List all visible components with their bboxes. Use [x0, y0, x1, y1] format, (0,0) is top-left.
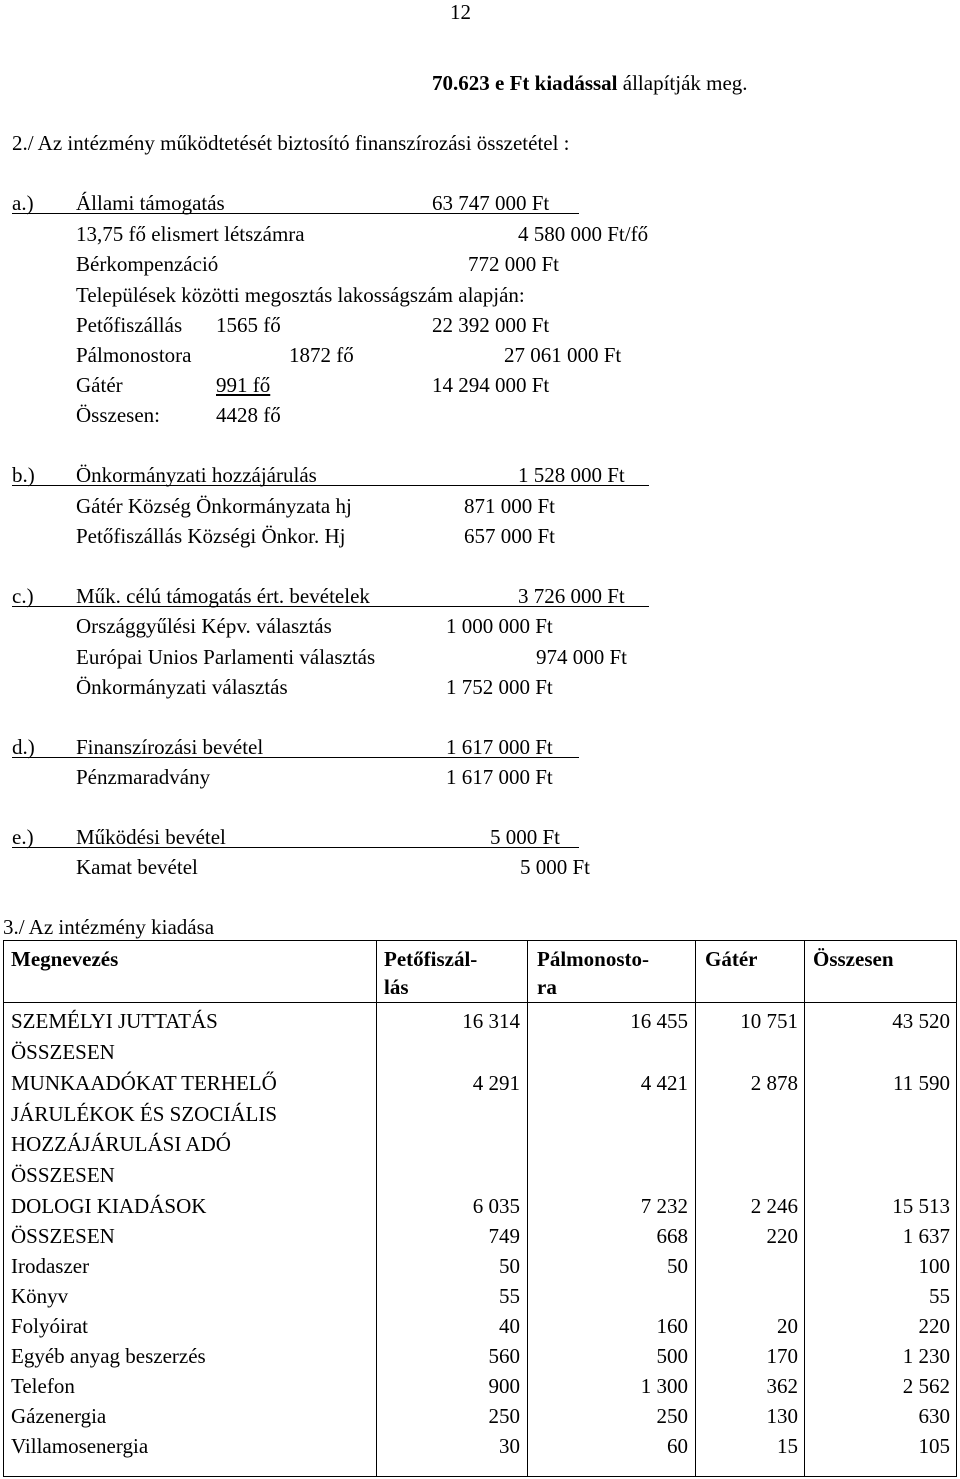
row-label: Telefon [11, 1374, 75, 1398]
a-row-amount: 27 061 000 Ft [504, 343, 622, 367]
table-col-divider [376, 940, 377, 1476]
row-value: 220 [918, 1314, 950, 1338]
section-b-underline [12, 485, 649, 486]
row-label: HOZZÁJÁRULÁSI ADÓ [11, 1132, 231, 1156]
row-value: 55 [929, 1284, 950, 1308]
table-col-divider [527, 940, 528, 1476]
table-right-border [956, 940, 957, 1476]
row-value: 630 [918, 1404, 950, 1428]
table-col-divider [804, 940, 805, 1476]
total-expense-line [432, 71, 748, 95]
row-label: SZEMÉLYI JUTTATÁS [11, 1009, 218, 1033]
row-label: ÖSSZESEN [11, 1162, 115, 1187]
row-value: 105 [918, 1434, 950, 1458]
a-row-label: Gátér [76, 373, 123, 397]
row-value: 50 [667, 1254, 688, 1278]
row-label: Villamosenergia [11, 1434, 149, 1458]
a-row-amount: 4 580 000 Ft/fő [518, 222, 649, 246]
row-value: 160 [656, 1314, 688, 1338]
c-row-label: Európai Unios Parlamenti választás [76, 645, 376, 669]
row-label: JÁRULÉKOK ÉS SZOCIÁLIS [11, 1101, 278, 1126]
row-value: 362 [766, 1374, 798, 1398]
section-b-marker: b.) [12, 463, 35, 487]
e-row-label: Kamat bevétel [76, 855, 198, 879]
row-value: 40 [499, 1314, 520, 1338]
row-value: 16 314 [462, 1009, 520, 1033]
header-palmonostora-line2: ra [537, 975, 557, 999]
a-row-label: Bérkompenzáció [76, 252, 219, 276]
a-row-amount: 14 294 000 Ft [432, 373, 550, 397]
row-value: 250 [488, 1404, 520, 1428]
c-row-amount: 1 752 000 Ft [446, 675, 553, 699]
c-row-label: Országgyűlési Képv. választás [76, 614, 332, 638]
row-value: 15 [777, 1434, 798, 1458]
total-expense-bold: 70.623 e Ft kiadással [432, 71, 618, 95]
section-b-amount: 1 528 000 Ft [518, 463, 625, 487]
a-row-count: 991 fő [216, 373, 271, 397]
row-value: 10 751 [740, 1009, 798, 1033]
section-a-marker: a.) [12, 191, 34, 215]
row-label: Folyóirat [11, 1314, 88, 1338]
header-palmonostora-line1: Pálmonosto- [537, 947, 649, 971]
row-value: 2 562 [902, 1374, 950, 1398]
section-a-amount: 63 747 000 Ft [432, 191, 550, 215]
row-value: 2 878 [750, 1071, 798, 1095]
row-label: MUNKAADÓKAT TERHELŐ [11, 1071, 277, 1095]
row-value: 560 [488, 1344, 520, 1368]
row-value: 220 [766, 1224, 798, 1248]
row-value: 668 [656, 1224, 688, 1248]
row-value: 11 590 [893, 1071, 950, 1095]
a-row-count: 4428 fő [216, 403, 281, 427]
row-value: 30 [499, 1434, 520, 1458]
section-d-title: Finanszírozási bevétel [76, 735, 264, 759]
b-row-label: Petőfiszállás Községi Önkor. Hj [76, 524, 346, 548]
row-value: 2 246 [750, 1194, 798, 1218]
table-top-border [3, 940, 957, 941]
c-row-amount: 1 000 000 Ft [446, 614, 553, 638]
b-row-amount: 657 000 Ft [464, 524, 556, 548]
row-label: ÖSSZESEN [11, 1039, 115, 1064]
e-row-amount: 5 000 Ft [520, 855, 591, 879]
row-value: 900 [488, 1374, 520, 1398]
row-value: 100 [918, 1254, 950, 1278]
section-d-marker: d.) [12, 735, 35, 759]
row-value: 7 232 [640, 1194, 688, 1218]
row-label: Könyv [11, 1284, 69, 1308]
section-d-underline [12, 757, 579, 758]
row-value: 16 455 [630, 1009, 688, 1033]
row-value: 170 [766, 1344, 798, 1368]
row-label: ÖSSZESEN [11, 1224, 115, 1248]
row-value: 1 230 [902, 1344, 950, 1368]
b-row-label: Gátér Község Önkormányzata hj [76, 494, 352, 518]
total-expense-rest: állapítják meg. [617, 71, 748, 95]
a-row-amount: 22 392 000 Ft [432, 313, 550, 337]
row-value: 15 513 [892, 1194, 950, 1218]
row-value: 1 300 [640, 1374, 688, 1398]
a-row-label: Települések közötti megosztás lakosságszám alapján: [76, 283, 525, 307]
row-value: 500 [656, 1344, 688, 1368]
section-a-title: Állami támogatás [76, 191, 225, 215]
section-3-title: 3./ Az intézmény kiadása [3, 915, 215, 939]
section-c-underline [12, 606, 649, 607]
section-e-title: Működési bevétel [76, 825, 226, 849]
row-value: 749 [488, 1224, 520, 1248]
table-bottom-border [3, 1476, 957, 1477]
row-value: 60 [667, 1434, 688, 1458]
row-label: DOLOGI KIADÁSOK [11, 1194, 207, 1218]
row-value: 55 [499, 1284, 520, 1308]
row-value: 4 291 [472, 1071, 520, 1095]
b-row-amount: 871 000 Ft [464, 494, 556, 518]
section-c-title: Műk. célú támogatás ért. bevételek [76, 584, 370, 608]
header-gater: Gátér [705, 947, 758, 971]
table-header-border [3, 1002, 957, 1003]
row-value: 50 [499, 1254, 520, 1278]
header-petofiszallas-line1: Petőfiszál- [384, 947, 478, 971]
section-2-title: 2./ Az intézmény működtetését biztosító finanszírozási összetétel : [12, 131, 570, 155]
row-label: Egyéb anyag beszerzés [11, 1344, 206, 1368]
section-e-underline [12, 847, 579, 848]
section-d-amount: 1 617 000 Ft [446, 735, 553, 759]
a-row-label: Pálmonostora [76, 343, 192, 367]
section-c-amount: 3 726 000 Ft [518, 584, 625, 608]
section-a-underline [12, 213, 579, 214]
a-row-count: 1565 fő [216, 313, 281, 337]
section-e-amount: 5 000 Ft [490, 825, 561, 849]
a-row-amount: 772 000 Ft [468, 252, 560, 276]
row-value: 130 [766, 1404, 798, 1428]
d-row-label: Pénzmaradvány [76, 765, 211, 789]
a-row-label: Petőfiszállás [76, 313, 183, 337]
row-value: 250 [656, 1404, 688, 1428]
row-label: Irodaszer [11, 1254, 90, 1278]
c-row-label: Önkormányzati választás [76, 675, 288, 699]
a-row-count: 1872 fő [289, 343, 354, 367]
a-row-label: Összesen: [76, 403, 160, 427]
row-value: 6 035 [472, 1194, 520, 1218]
a-row-label: 13,75 fő elismert létszámra [76, 222, 305, 246]
c-row-amount: 974 000 Ft [536, 645, 628, 669]
header-petofiszallas-line2: lás [384, 975, 409, 999]
row-label: Gázenergia [11, 1404, 107, 1428]
row-value: 1 637 [902, 1224, 950, 1248]
row-value: 4 421 [640, 1071, 688, 1095]
table-left-border [3, 940, 4, 1476]
row-value: 20 [777, 1314, 798, 1338]
section-c-marker: c.) [12, 584, 34, 608]
section-e-marker: e.) [12, 825, 34, 849]
page-number: 12 [450, 0, 471, 24]
row-value: 43 520 [892, 1009, 950, 1033]
d-row-amount: 1 617 000 Ft [446, 765, 553, 789]
section-b-title: Önkormányzati hozzájárulás [76, 463, 317, 487]
header-osszesen: Összesen [813, 947, 894, 971]
header-megnevezes: Megnevezés [11, 947, 119, 971]
